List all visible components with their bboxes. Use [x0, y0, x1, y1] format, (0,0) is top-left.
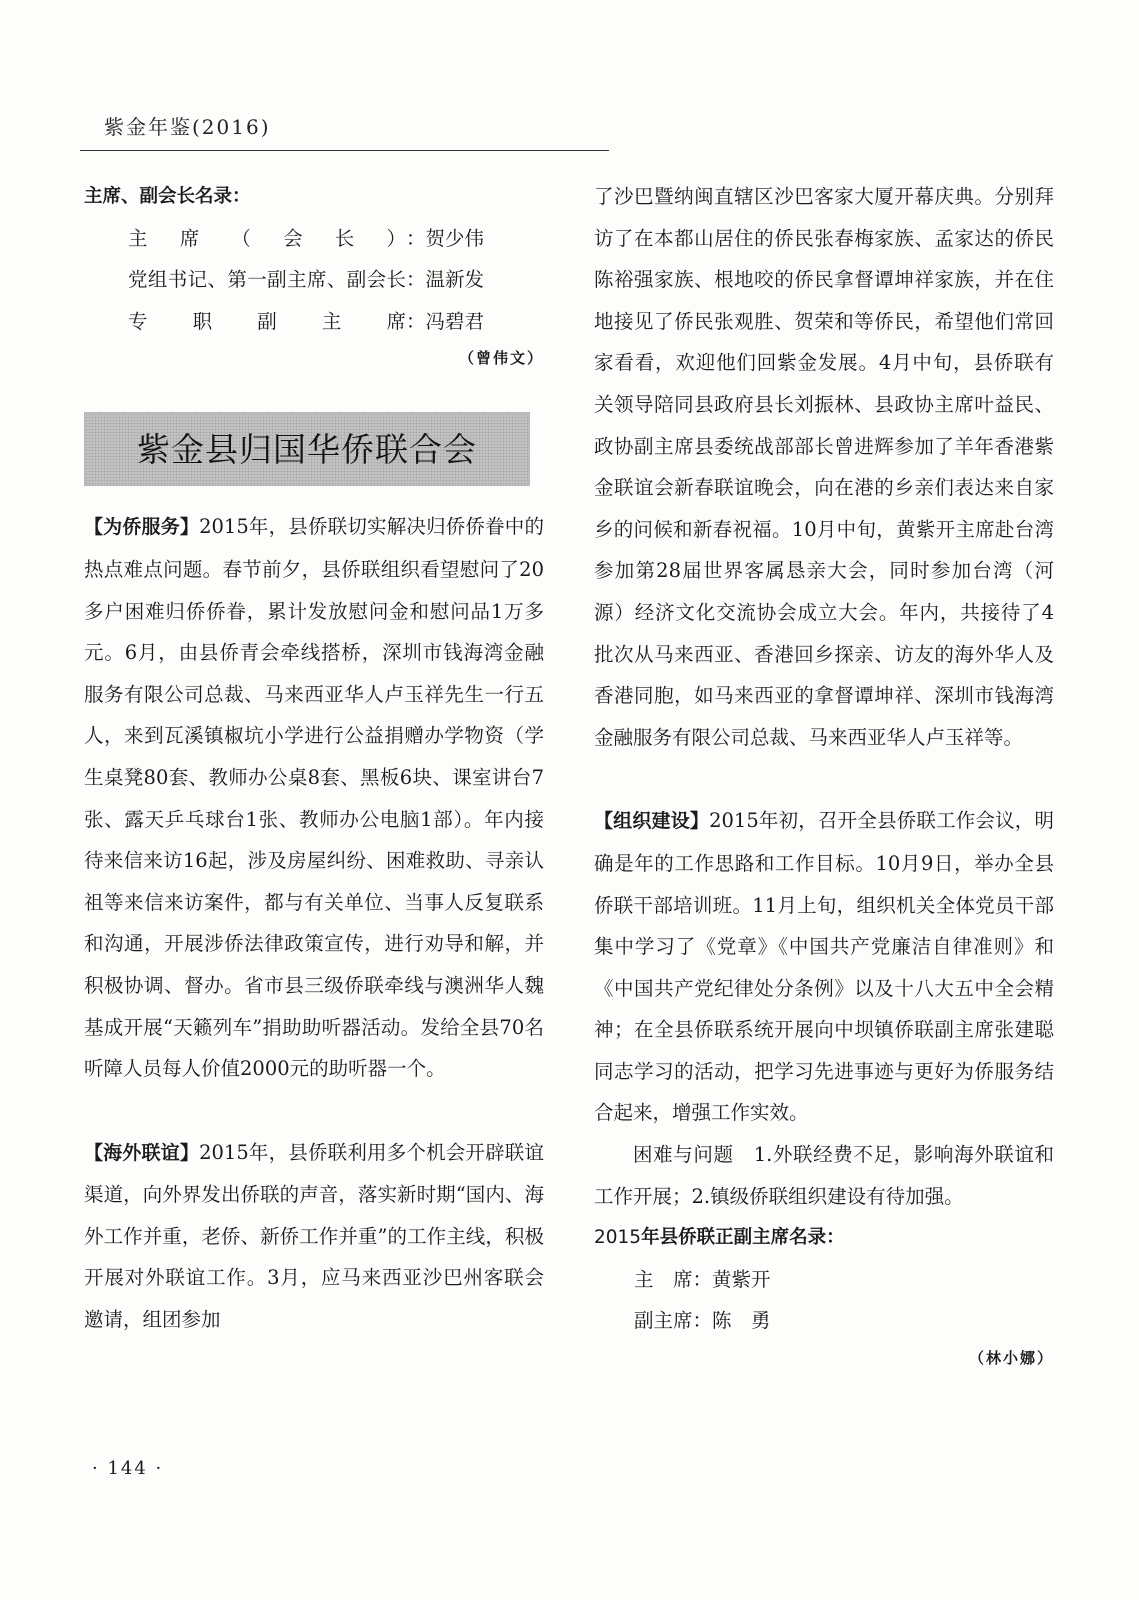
- director-row: [84, 259, 544, 301]
- director-name: ：贺少伟: [406, 226, 485, 250]
- left-column: [84, 176, 544, 1341]
- article-title: 紫金县归国华侨联合会: [84, 412, 530, 486]
- section-label: 【组织建设】: [594, 810, 710, 833]
- page-number: · 144 ·: [92, 1458, 164, 1479]
- director-role: 主席（会长）: [128, 226, 406, 250]
- leader-row: [594, 1300, 1054, 1342]
- leader-name: 陈 勇: [712, 1309, 771, 1333]
- leader-row: [594, 1259, 1054, 1301]
- director-name: ：冯碧君: [406, 309, 485, 333]
- spacer: [84, 1090, 544, 1132]
- spacer: [594, 758, 1054, 800]
- section-overseas-continued: 了沙巴暨纳闽直辖区沙巴客家大厦开幕庆典。分别拜访了在本都山居住的侨民张春梅家族、孟家达的侨民陈裕强家族、根地咬的侨民拿督谭坤祥家族，并在住地接见了侨民张观胜、贺荣和等侨民，希望他们常回家看看，欢迎他们回紫金发展。4月中旬，县侨联有关领导陪同县政府县长刘振林、县政协主席叶益民、政协副主席县委统战部部长曾进辉参加了羊年香港紫金联谊会新春联谊晚会，向在港的乡亲们表达来自家乡的问候和新春祝福。10月中旬，黄紫开主席赴台湾参加第28届世界客属恳亲大会，同时参加台湾（河源）经济文化交流协会成立大会。年内，共接待了4批次从马来西亚、香港回乡探亲、访友的海外华人及香港同胞，如马来西亚的拿督谭坤祥、深圳市钱海湾金融服务有限公司总裁、马来西亚华人卢玉祥等。: [594, 185, 1054, 749]
- leader-name: 黄紫开: [712, 1267, 771, 1291]
- running-title: 紫金年鉴(2016): [104, 115, 271, 139]
- header-rule: [80, 150, 609, 151]
- leader-role: 主 席：: [634, 1267, 713, 1291]
- director-name: ：温新发: [406, 268, 485, 292]
- leaders-title: [594, 1217, 1054, 1259]
- prev-credit: （曾伟文）: [458, 349, 544, 368]
- section-organization: [594, 800, 1054, 1134]
- section-overseas: [84, 1132, 544, 1341]
- section-text: 2015年，县侨联利用多个机会开辟联谊渠道，向外界发出侨联的声音，落实新时期“国内、海外工作并重，老侨、新侨工作并重”的工作主线，积极开展对外联谊工作。3月，应马来西亚沙巴州客联会邀请，组团参加: [84, 1140, 544, 1332]
- leader-role: 副主席：: [634, 1309, 713, 1333]
- director-row: [84, 301, 544, 343]
- article-credit: （林小娜）: [968, 1349, 1054, 1368]
- director-role: 党组书记、第一副主席、副会长: [128, 268, 406, 292]
- section-text: 2015年初，召开全县侨联工作会议，明确是年的工作思路和工作目标。10月9日，举办全县侨联干部培训班。11月上旬，组织机关全体党员干部集中学习了《党章》《中国共产党廉洁自律准则》和《中国共产党纪律处分条例》以及十八大五中全会精神；在全县侨联系统开展向中坝镇侨联副主席张建聪同志学习的活动，把学习先进事迹与更好为侨服务结合起来，增强工作实效。: [594, 809, 1054, 1125]
- section-service: [84, 506, 544, 1089]
- prev-list-title: 主席、副会长名录：: [84, 186, 251, 207]
- leaders-title-year: 2015: [594, 1227, 642, 1249]
- leaders-title-text: 年县侨联正副主席名录：: [641, 1227, 845, 1249]
- problems-paragraph: 困难与问题 1.外联经费不足，影响海外联谊和工作开展；2.镇级侨联组织建设有待加强。: [594, 1143, 1054, 1208]
- section-text: 2015年，县侨联切实解决归侨侨眷中的热点难点问题。春节前夕，县侨联组织看望慰问了20多户困难归侨侨眷，累计发放慰问金和慰问品1万多元。6月，由县侨青会牵线搭桥，深圳市钱海湾金融服务有限公司总裁、马来西亚华人卢玉祥先生一行五人，来到瓦溪镇椒坑小学进行公益捐赠办学物资（学生桌凳80套、教师办公桌8套、黑板6块、课室讲台7张、露天乒乓球台1张、教师办公电脑1部）。年内接待来信来访16起，涉及房屋纠纷、困难救助、寻亲认祖等来信来访案件，都与有关单位、当事人反复联系和沟通，开展涉侨法律政策宣传，进行劝导和解，并积极协调、督办。省市县三级侨联牵线与澳洲华人魏基成开展“天籁列车”捐助助听器活动。发给全县70名听障人员每人价值2000元的助听器一个。: [84, 515, 544, 1081]
- director-role: 专职副主席: [128, 309, 406, 333]
- section-label: 【海外联谊】: [84, 1141, 200, 1164]
- director-row: [84, 218, 544, 260]
- right-column: [594, 176, 1054, 1374]
- section-label: 【为侨服务】: [84, 516, 200, 539]
